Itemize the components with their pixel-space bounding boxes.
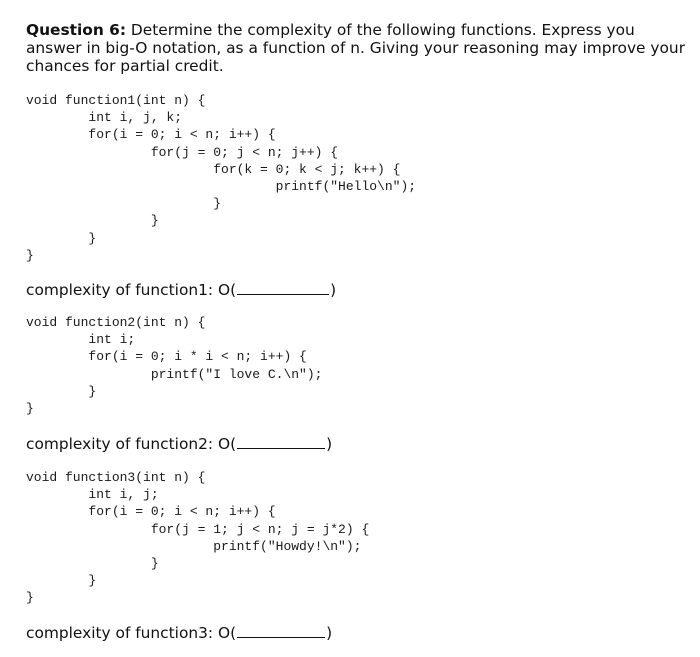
function3-code-block [26, 469, 369, 607]
code-line: } [26, 556, 159, 572]
answer-prefix: complexity of function2: O( [26, 435, 237, 453]
function3-answer-line [26, 623, 332, 642]
function1-code-block [26, 92, 416, 264]
code-line: } [26, 383, 97, 399]
code-line: for(i = 0; i * i < n; i++) { [26, 349, 307, 365]
answer-suffix: ) [330, 281, 337, 299]
code-line: } [26, 230, 97, 246]
code-line: } [26, 590, 34, 606]
code-line: } [26, 213, 159, 229]
answer-suffix: ) [326, 435, 333, 453]
code-line: int i, j, k; [26, 110, 183, 126]
function2-answer-blank[interactable] [237, 434, 325, 449]
code-line: for(k = 0; k < j; k++) { [26, 161, 401, 177]
code-line: } [26, 401, 34, 417]
question-text: Determine the complexity of the following functions. Express you answer in big-O notation, as a function of n. Giving your reasoning may improve your chances for partial credit. [26, 21, 686, 75]
code-line: } [26, 247, 34, 263]
code-line: } [26, 573, 97, 589]
code-line: void function1(int n) { [26, 93, 206, 108]
code-line: } [26, 196, 222, 212]
code-line: for(j = 0; j < n; j++) { [26, 144, 339, 160]
code-line: void function3(int n) { [26, 470, 206, 485]
code-line: printf("Hello\n"); [26, 179, 417, 195]
code-line: for(j = 1; j < n; j = j*2) { [26, 521, 370, 537]
question-prompt [26, 21, 694, 75]
answer-prefix: complexity of function3: O( [26, 624, 237, 642]
code-line: printf("I love C.\n"); [26, 366, 323, 382]
function2-code-block [26, 314, 322, 417]
code-line: int i; [26, 332, 136, 348]
answer-prefix: complexity of function1: O( [26, 281, 237, 299]
function2-answer-line [26, 434, 332, 453]
function3-answer-blank[interactable] [237, 623, 325, 638]
answer-suffix: ) [326, 624, 333, 642]
function1-answer-blank[interactable] [237, 280, 329, 295]
code-line: printf("Howdy!\n"); [26, 538, 362, 554]
code-line: void function2(int n) { [26, 315, 206, 330]
code-line: int i, j; [26, 487, 159, 503]
function1-answer-line [26, 280, 336, 299]
code-line: for(i = 0; i < n; i++) { [26, 127, 276, 143]
code-line: for(i = 0; i < n; i++) { [26, 504, 276, 520]
question-label: Question 6: [26, 21, 127, 39]
